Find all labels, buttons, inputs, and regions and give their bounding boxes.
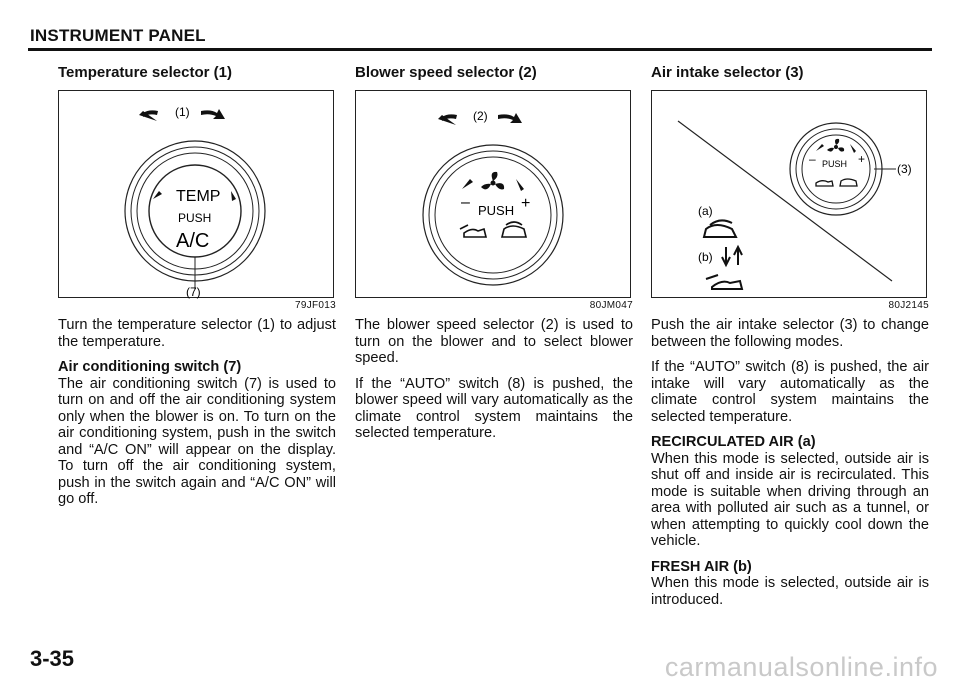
- knob-label-ac: A/C: [176, 230, 210, 252]
- recirculate-car-icon: [502, 222, 526, 237]
- page-number: 3-35: [30, 646, 75, 671]
- callout-7: (7): [186, 285, 201, 299]
- knob-label-temp: TEMP: [176, 188, 221, 205]
- callout-2: (2): [473, 109, 488, 123]
- arrow-down-icon: [722, 247, 730, 265]
- figure-blower-knob: [355, 90, 631, 298]
- callout-1: (1): [175, 105, 190, 119]
- arrow-up-icon: [734, 247, 742, 265]
- paragraph: When this mode is selected, outside air is shut off and inside air is recirculated. This mode is suitable when driving through an area with polluted air such as a tunnel, or when attempting to quickly cool down the vehicle.: [651, 450, 929, 549]
- temp-indicator-icon: [231, 191, 236, 201]
- watermark: carmanualsonline.info: [664, 652, 938, 682]
- callout-3: (3): [897, 162, 912, 176]
- knob-label-push: PUSH: [478, 203, 515, 218]
- callout-a: (a): [698, 204, 713, 218]
- column-temperature: [58, 64, 336, 517]
- paragraph: The blower speed selector (2) is used to turn on the blower and to select blower speed.: [355, 317, 633, 366]
- fresh-air-car-icon: [706, 275, 742, 289]
- figure-temperature-knob: [58, 90, 334, 298]
- section-title-blower: Blower speed selector (2): [355, 64, 537, 81]
- fan-icon: [827, 139, 844, 152]
- paragraph: If the “AUTO” switch (8) is pushed, the blower speed will vary automatically as the climate control system maintains the selected temperature.: [355, 375, 633, 441]
- arrow-right-icon: [201, 109, 225, 119]
- paragraph: If the “AUTO” switch (8) is pushed, the air intake will vary automatically as the climate control system maintains the selected temperature.: [651, 359, 929, 425]
- figure-code: 80J2145: [888, 300, 929, 311]
- paragraph: The air conditioning switch (7) is used to turn on and off the air conditioning system only when the blower is on. To turn on the air conditioning system, push in the switch and “A/C ON” will appear on the display. To turn off the air conditioning system, push in the switch again and “A/C ON” will go off.: [58, 375, 336, 507]
- knob-label-push: PUSH: [822, 159, 848, 169]
- arrow-right-icon: [498, 113, 522, 123]
- page-header-title: INSTRUMENT PANEL: [30, 26, 206, 45]
- column-air-intake: [651, 64, 929, 617]
- minus-label: –: [461, 194, 470, 211]
- knob-label-push: PUSH: [178, 211, 212, 225]
- sub-heading-recirculated: RECIRCULATED AIR (a): [651, 434, 816, 450]
- header-rule: [28, 48, 932, 51]
- plus-label: +: [858, 152, 866, 166]
- minus-label: –: [809, 152, 816, 166]
- figure-code: 79JF013: [294, 300, 336, 311]
- paragraph: Push the air intake selector (3) to change between the following modes.: [651, 317, 929, 350]
- paragraph: Turn the temperature selector (1) to adjust the temperature.: [58, 317, 336, 350]
- sub-heading-ac-switch: Air conditioning switch (7): [58, 359, 242, 375]
- fan-icon: [481, 172, 504, 190]
- plus-label: +: [521, 195, 531, 212]
- sub-heading-fresh-air: FRESH AIR (b): [651, 558, 752, 575]
- callout-b: (b): [698, 250, 713, 264]
- column-blower: [355, 64, 633, 451]
- paragraph: When this mode is selected, outside air is introduced.: [651, 575, 929, 608]
- figure-air-intake: [651, 90, 927, 298]
- fresh-air-car-icon: [460, 225, 486, 237]
- section-title-air-intake: Air intake selector (3): [651, 64, 804, 81]
- section-title-temperature: Temperature selector (1): [58, 64, 232, 81]
- recirculate-car-icon: [704, 220, 736, 237]
- figure-code: 80JM047: [589, 300, 633, 311]
